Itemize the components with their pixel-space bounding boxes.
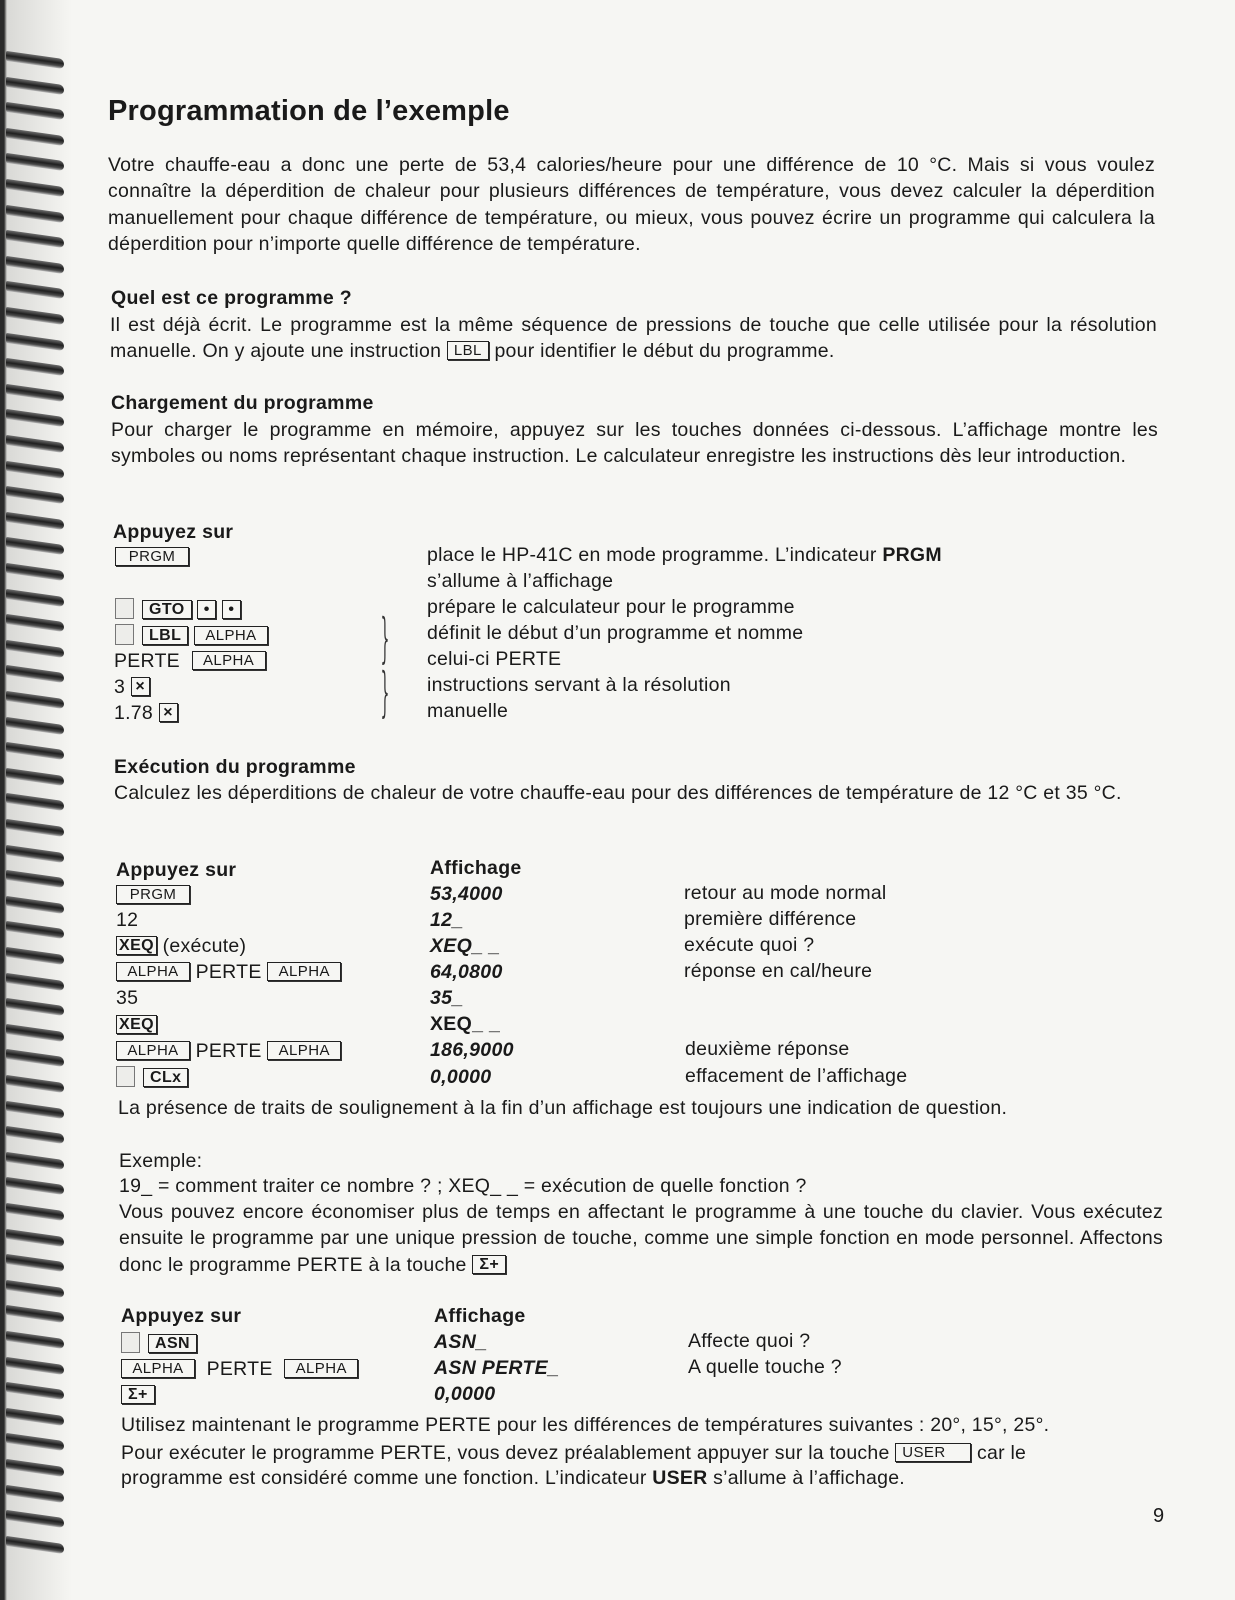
closing-line-1: Utilisez maintenant le programme PERTE pour les différences de températures suivantes : 20°, 15°, 25°. — [121, 1414, 1050, 1436]
section3-paragraph: Calculez les déperditions de chaleur de votre chauffe-eau pour des différences de température de 12 °C et 35 °C. — [114, 782, 1122, 804]
table2-row-1-display: 53,4000 — [430, 883, 503, 905]
table2-row-1-desc: retour au mode normal — [684, 882, 887, 904]
intro-paragraph: Votre chauffe-eau a donc une perte de 53,4 calories/heure pour une différence de 10 °C. Mais si vous voulez connaître la déperdition de chaleur pour plusieurs différences de température, vous devez calculer la déperdition manuellement pour chaque différence de température, ou mieux, vous pouvez écrire un programme qui calculera la déperdition pour n’importe quelle différence de température. — [108, 154, 1155, 256]
user-indicator: USER — [652, 1467, 708, 1489]
decimal-key: • — [197, 600, 216, 619]
table3-row-2-display: ASN PERTE_ — [434, 1357, 560, 1379]
table1-row-1-desc2: s’allume à l’affichage — [427, 570, 614, 592]
table2-row-5-keys: 35 — [116, 987, 139, 1009]
shift-key-blank — [121, 1332, 140, 1353]
table3-row-1-desc: Affecte quoi ? — [688, 1330, 811, 1352]
example-label: Exemple: — [119, 1150, 203, 1172]
table1-row-6-keys: 1.78 × — [114, 702, 178, 725]
brace-glyph: } — [380, 607, 390, 670]
table1-row-6-desc: manuelle — [427, 700, 509, 722]
section1-text-after: pour identifier le début du programme. — [494, 340, 835, 363]
table1-row-5-desc: instructions servant à la résolution — [427, 674, 731, 696]
decimal-key: • — [222, 600, 241, 619]
table1-row-3-desc: définit le début d’un programme et nomme — [427, 622, 804, 644]
table1-row-1-keys — [115, 546, 189, 569]
table2-row-1-keys — [116, 884, 190, 907]
table3-row-1-keys — [121, 1332, 197, 1356]
table1-row-3-keys — [115, 624, 268, 648]
table2-row-4-keys: ALPHA PERTE ALPHA — [116, 961, 341, 984]
table2-row-6-display: XEQ_ _ — [430, 1013, 501, 1035]
alpha-key: ALPHA — [116, 1041, 190, 1060]
section2-paragraph: Pour charger le programme en mémoire, appuyez sur les touches données ci-dessous. L’affichage montre les symboles ou noms représentant chaque instruction. Le calculateur enregistre les instructions dès leur introduction. — [111, 419, 1158, 468]
shift-key-blank — [115, 624, 134, 645]
page-title: Programmation de l’exemple — [108, 95, 510, 127]
multiply-key: × — [159, 703, 178, 722]
table3-row-3-display: 0,0000 — [434, 1383, 496, 1405]
example-line: 19_ = comment traiter ce nombre ? ; XEQ_ _ = exécution de quelle fonction ? — [119, 1175, 807, 1197]
page-number: 9 — [1153, 1505, 1165, 1527]
section1-paragraph — [110, 312, 1157, 365]
multiply-key: × — [131, 677, 150, 696]
table2-row-7-keys: ALPHA PERTE ALPHA — [116, 1040, 341, 1063]
closing-line-2: Pour exécuter le programme PERTE, vous devez préalablement appuyer sur la touche USER car le — [121, 1442, 1027, 1464]
table3-row-2-keys: ALPHA PERTE ALPHA — [121, 1358, 358, 1381]
table2-row-7-desc: deuxième réponse — [685, 1038, 850, 1060]
table3-header-keys: Appuyez sur — [121, 1305, 242, 1327]
table3-row-2-desc: A quelle touche ? — [688, 1356, 842, 1378]
table2-row-3-display: XEQ_ _ — [430, 935, 501, 957]
table2-row-7-display: 186,9000 — [430, 1039, 514, 1061]
table2-row-8-keys — [116, 1066, 188, 1090]
table2-row-8-display: 0,0000 — [430, 1066, 492, 1088]
shift-key-blank — [115, 598, 134, 619]
alpha-key: ALPHA — [267, 1041, 341, 1060]
underscore-note: La présence de traits de soulignement à la fin d’un affichage est toujours une indication de question. — [118, 1097, 1008, 1119]
table2-row-2-desc: première différence — [684, 908, 857, 930]
xeq-key: XEQ — [116, 936, 157, 955]
prgm-key: PRGM — [115, 547, 189, 566]
alpha-key: ALPHA — [267, 962, 341, 981]
prgm-key: PRGM — [116, 885, 190, 904]
shift-key-blank — [116, 1066, 135, 1087]
alpha-key: ALPHA — [194, 626, 268, 645]
table1-row-5-keys: 3 × — [114, 676, 150, 699]
table2-row-4-desc: réponse en cal/heure — [684, 960, 873, 982]
sigma-plus-key: Σ+ — [121, 1385, 155, 1404]
section-heading-program: Quel est ce programme ? — [111, 287, 352, 309]
table2-row-2-keys: 12 — [116, 909, 139, 931]
alpha-key: ALPHA — [284, 1359, 358, 1378]
prgm-indicator: PRGM — [882, 544, 942, 566]
alpha-key: ALPHA — [116, 962, 190, 981]
section-heading-loading: Chargement du programme — [111, 392, 374, 414]
table2-row-4-display: 64,0800 — [430, 961, 503, 983]
example-paragraph: Vous pouvez encore économiser plus de temps en affectant le programme à une touche du clavier. Vous exécutez ensuite le programme par une unique pression de touche, comme une simple fonction en mode personnel. Affectons donc le programme PERTE à la touche Σ+ — [119, 1201, 1163, 1276]
section-heading-execution: Exécution du programme — [114, 756, 356, 778]
table3-header-display: Affichage — [434, 1305, 526, 1327]
section1-text-before: Il est déjà écrit. Le programme est la même séquence de pressions de touche que celle utilisée pour la résolution manuelle. On y ajoute une instruction — [110, 314, 1157, 363]
table1-row-1-desc: place le HP-41C en mode programme. L’indicateur PRGM — [427, 544, 942, 566]
xeq-key: XEQ — [116, 1015, 157, 1034]
table2-row-3-desc: exécute quoi ? — [684, 934, 815, 956]
table2-row-8-desc: effacement de l’affichage — [685, 1065, 908, 1087]
table2-row-5-display: 35_ — [430, 987, 464, 1009]
clx-key: CLx — [143, 1068, 188, 1087]
closing-line-3: programme est considéré comme une fonction. L’indicateur USER s’allume à l’affichage. — [121, 1467, 905, 1489]
table3-row-3-keys — [121, 1384, 155, 1407]
table2-row-3-keys: XEQ (exécute) — [116, 935, 246, 958]
gto-key: GTO — [142, 600, 192, 619]
table1-row-2-desc: prépare le calculateur pour le programme — [427, 596, 795, 618]
sigma-plus-key: Σ+ — [472, 1255, 506, 1274]
lbl-key: LBL — [447, 341, 489, 360]
alpha-key: ALPHA — [192, 651, 266, 670]
lbl-key: LBL — [142, 626, 188, 645]
user-key: USER — [895, 1443, 971, 1462]
alpha-key: ALPHA — [121, 1359, 195, 1378]
table1-row-2-keys — [115, 598, 241, 622]
table2-header-keys: Appuyez sur — [116, 859, 237, 881]
brace-glyph: } — [380, 661, 390, 724]
table1-header: Appuyez sur — [113, 521, 234, 543]
table2-row-2-display: 12_ — [430, 909, 464, 931]
asn-key: ASN — [148, 1334, 197, 1353]
table2-header-display: Affichage — [430, 857, 522, 879]
table2-row-6-keys — [116, 1014, 157, 1037]
table1-row-4-desc: celui-ci PERTE — [427, 648, 562, 670]
table1-row-4-keys: PERTE ALPHA — [114, 650, 266, 673]
table3-row-1-display: ASN_ — [434, 1331, 488, 1353]
